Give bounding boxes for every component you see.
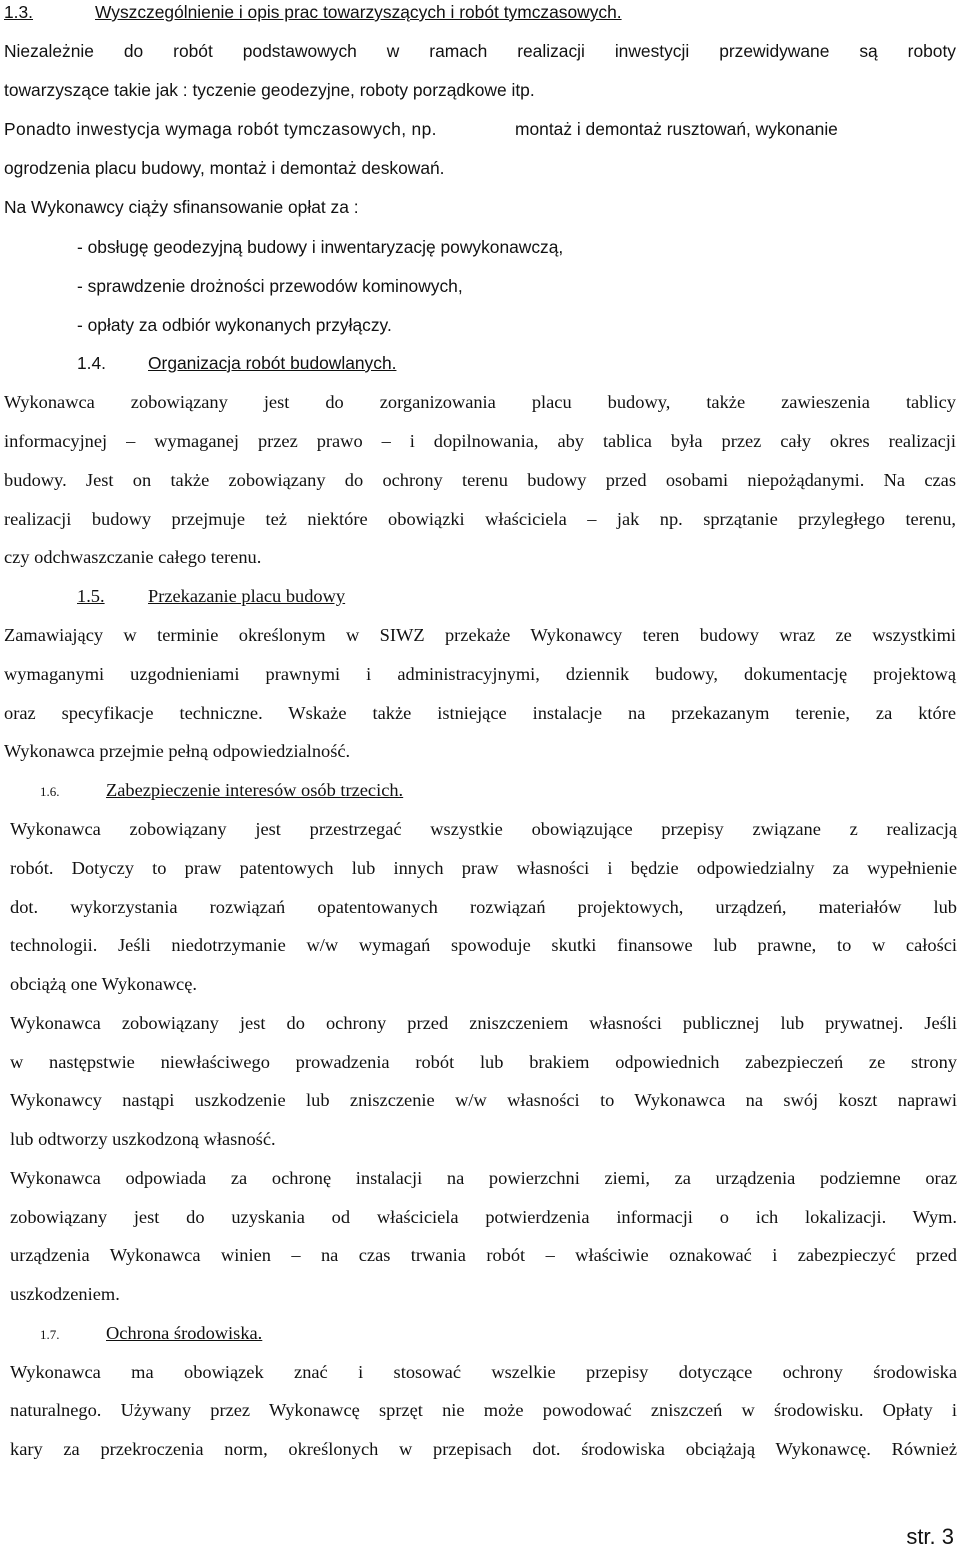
section-1-3-paragraph-line: ogrodzenia placu budowy, montaż i demontaż deskowań. (4, 158, 445, 178)
section-1-3-paragraph-line: montaż i demontaż rusztowań, wykonanie (515, 119, 838, 139)
section-1-5-paragraph-line: Zamawiający w terminie określonym w SIWZ przekaże Wykonawcy teren budowy wraz ze wszystkimi (4, 625, 956, 645)
section-1-3-number: 1.3. (4, 2, 34, 22)
section-1-6-paragraph-line: robót. Dotyczy to praw patentowych lub innych praw własności i będzie odpowiedzialny za wypełnienie (10, 858, 957, 878)
section-1-5-paragraph-line: oraz specyfikacje techniczne. Wskaże także istniejące instalacje na przekazanym terenie, za które (4, 703, 956, 723)
section-1-3-title: Wyszczególnienie i opis prac towarzyszących i robót tymczasowych. (95, 2, 622, 22)
section-1-6-paragraph-line: dot. wykorzystania rozwiązań opatentowanych rozwiązań projektowych, urządzeń, materiałów lub (10, 897, 957, 917)
page-number: str. 3 (906, 1524, 954, 1549)
section-1-5-number: 1.5. (77, 586, 105, 606)
section-1-6-paragraph-line: technologii. Jeśli niedotrzymanie w/w wymagań spowoduje skutki finansowe lub prawne, to w całości (10, 935, 957, 955)
section-1-4-paragraph-line: czy odchwaszczanie całego terenu. (4, 547, 262, 567)
section-1-6-paragraph-line: Wykonawcy nastąpi uszkodzenie lub zniszczenie w/w własności to Wykonawca na swój koszt naprawi (10, 1090, 957, 1110)
section-1-6-paragraph-line: obciążą one Wykonawcę. (10, 974, 197, 994)
section-1-5-title: Przekazanie placu budowy (148, 586, 346, 606)
section-1-4-paragraph-line: budowy. Jest on także zobowiązany do ochrony terenu budowy przed osobami niepożądanymi. Na czas (4, 470, 956, 490)
section-1-4-paragraph-line: Wykonawca zobowiązany jest do zorganizowania placu budowy, także zawieszenia tablicy (4, 392, 956, 412)
section-1-4-paragraph-line: realizacji budowy przejmuje też niektóre obowiązki właściciela – jak np. sprzątanie przyległego terenu, (4, 509, 956, 529)
section-1-3-paragraph-line: towarzyszące takie jak : tyczenie geodezyjne, roboty porządkowe itp. (4, 80, 535, 100)
section-1-7-number: 1.7. (40, 1327, 60, 1342)
list-item: - obsługę geodezyjną budowy i inwentaryzację powykonawczą, (77, 237, 564, 257)
section-1-7-paragraph-line: Wykonawca ma obowiązek znać i stosować wszelkie przepisy dotyczące ochrony środowiska (10, 1362, 957, 1382)
section-1-7-paragraph-line: kary za przekroczenia norm, określonych w przepisach dot. środowiska obciążają Wykonawcę. Również (10, 1439, 957, 1459)
section-1-6-paragraph-line: Wykonawca zobowiązany jest do ochrony przed zniszczeniem własności publicznej lub prywatnej. Jeśli (10, 1013, 957, 1033)
section-1-6-paragraph-line: Wykonawca odpowiada za ochronę instalacji na powierzchni ziemi, za urządzenia podziemne oraz (10, 1168, 957, 1188)
section-1-6-number: 1.6. (40, 784, 60, 799)
section-1-7-paragraph-line: naturalnego. Używany przez Wykonawcę sprzęt nie może powodować zniszczeń w środowisku. Opłaty i (10, 1400, 957, 1420)
section-1-3-paragraph-line: Ponadto inwestycja wymaga robót tymczasowych, np. (4, 119, 437, 139)
section-1-4-number: 1.4. (77, 353, 107, 373)
list-item: - opłaty za odbiór wykonanych przyłączy. (77, 315, 392, 335)
list-item: - sprawdzenie drożności przewodów kominowych, (77, 276, 463, 296)
section-1-4-title: Organizacja robót budowlanych. (148, 353, 397, 373)
section-1-4-paragraph-line: informacyjnej – wymaganej przez prawo – i dopilnowania, aby tablica była przez cały okres realizacji (4, 431, 956, 451)
section-1-6-paragraph-line: zobowiązany jest do uzyskania od właściciela potwierdzenia informacji o ich lokalizacji. Wym. (10, 1207, 957, 1227)
section-1-5-paragraph-line: Wykonawca przejmie pełną odpowiedzialność. (4, 741, 351, 761)
section-1-6-paragraph-line: Wykonawca zobowiązany jest przestrzegać wszystkie obowiązujące przepisy związane z realizacją (10, 819, 957, 839)
section-1-6-paragraph-line: w następstwie niewłaściwego prowadzenia robót lub brakiem odpowiednich zabezpieczeń ze strony (10, 1052, 957, 1072)
section-1-7-title: Ochrona środowiska. (106, 1323, 263, 1343)
section-1-6-title: Zabezpieczenie interesów osób trzecich. (106, 780, 404, 800)
section-1-6-paragraph-line: lub odtworzy uszkodzoną własność. (10, 1129, 276, 1149)
section-1-5-paragraph-line: wymaganymi uzgodnieniami prawnymi i administracyjnymi, dziennik budowy, dokumentację projektową (4, 664, 956, 684)
section-1-3-paragraph-line: Na Wykonawcy ciąży sfinansowanie opłat za : (4, 197, 359, 217)
section-1-3-paragraph-line: Niezależnie do robót podstawowych w ramach realizacji inwestycji przewidywane są roboty (4, 41, 956, 61)
section-1-6-paragraph-line: uszkodzeniem. (10, 1284, 120, 1304)
section-1-6-paragraph-line: urządzenia Wykonawca winien – na czas trwania robót – właściwie oznakować i zabezpieczyć przed (10, 1245, 957, 1265)
